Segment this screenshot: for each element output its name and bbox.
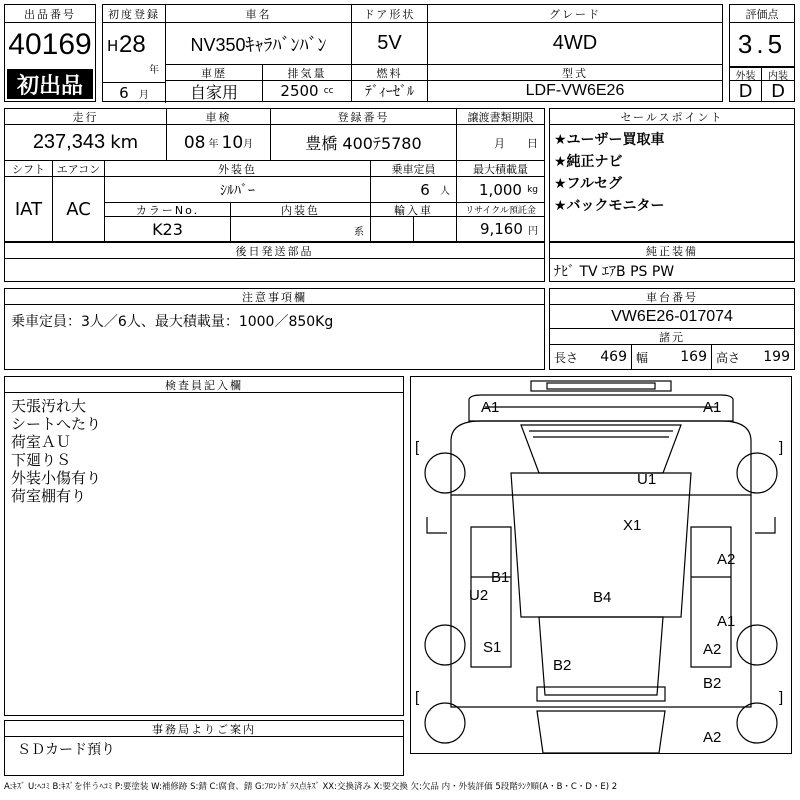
damage-mark: A2	[703, 641, 722, 658]
reg-year-unit: 年	[149, 65, 159, 76]
chassis-value: VW6E26-017074	[550, 305, 794, 329]
lot-box	[4, 4, 96, 102]
inspector-lines	[11, 397, 101, 505]
shift-label: シフト	[5, 161, 53, 177]
bracket-mark: [	[415, 689, 420, 706]
inspector-line: 下廻りＳ	[11, 451, 72, 469]
sales-point-item: ★純正ナビ	[554, 154, 623, 170]
score-box	[729, 4, 795, 102]
plate-label: 登録番号	[271, 109, 457, 125]
inspector-line: シートへたり	[11, 415, 102, 433]
height-cell: 高さ 199	[716, 349, 790, 365]
notes-label: 注意事項欄	[5, 289, 544, 305]
reg-divider	[103, 82, 166, 83]
damage-mark: A1	[717, 613, 736, 630]
seats-value: 6 人	[371, 177, 457, 203]
damage-mark: A1	[703, 399, 722, 416]
vehicle-diagram	[410, 376, 792, 754]
inspector-line: 天張汚れ大	[11, 397, 87, 415]
inspector-label: 検査員記入欄	[5, 377, 403, 393]
color-value: ｼﾙﾊﾞｰ	[105, 177, 371, 203]
detail-table	[4, 108, 545, 242]
first-listing-badge: 初出品	[7, 69, 93, 99]
damage-mark: A2	[717, 551, 736, 568]
intcolor-value: 系	[231, 217, 371, 241]
sales-point-item: ★バックモニター	[554, 198, 665, 214]
disp-label: 排気量	[263, 65, 352, 81]
lot-label: 出品番号	[5, 5, 95, 23]
inspector-line: 外装小傷有り	[11, 469, 102, 487]
sales-point-item: ★ユーザー買取車	[554, 132, 665, 148]
legend: A:ｷｽﾞ U:ﾍｺﾐ B:ｷｽﾞを伴うﾍｺﾐ P:要塗装 W:補修跡 S:錆 C:腐食、錆 G:ﾌﾛﾝﾄｶﾞﾗｽ点ｷｽﾞ XX:交換済み X:要交換 欠:欠品 内・外装評価 5段階ﾗﾝｸ順(A・B・C・D・E) 2	[4, 782, 618, 792]
damage-mark: B4	[593, 589, 612, 606]
door-value: 5V	[352, 23, 428, 65]
chassis-label: 車台番号	[550, 289, 794, 305]
score-value: 3.5	[730, 23, 794, 67]
ext-label: 外装	[730, 67, 762, 81]
import-label: 輸入車	[371, 203, 457, 217]
inspector-line: 荷室ＡＵ	[11, 433, 72, 451]
sales-points-label: セールスポイント	[550, 109, 794, 125]
history-label: 車歴	[166, 65, 263, 81]
damage-mark: A1	[481, 399, 500, 416]
transfer-label: 譲渡書類期限	[457, 109, 544, 125]
damage-mark: U2	[469, 587, 489, 604]
header-table	[102, 4, 723, 102]
damage-mark: B1	[491, 569, 510, 586]
inspect-value: 08 年 10 月	[167, 125, 271, 161]
model-value: LDF-VW6E26	[525, 82, 625, 99]
spec-label: 諸元	[550, 329, 794, 345]
color-label: 外装色	[105, 161, 371, 177]
genuine-equipment	[549, 242, 795, 282]
ac-value: AC	[53, 177, 105, 241]
reg-era: H	[107, 37, 119, 55]
bracket-mark: ]	[779, 439, 784, 456]
inspect-label: 車検	[167, 109, 271, 125]
bracket-mark: ]	[779, 689, 784, 706]
office-label: 事務局よりご案内	[5, 721, 403, 737]
ext-value: D	[730, 81, 762, 101]
int-label: 内装	[762, 67, 794, 81]
import-value-2	[414, 217, 457, 241]
genuine-value: ﾅﾋﾞ TV ｴｱB PS PW	[554, 264, 675, 280]
intcolor-label: 内装色	[231, 203, 371, 217]
int-value: D	[771, 81, 785, 101]
car-name: NV350ｷｬﾗﾊﾞﾝﾊﾞﾝ	[166, 23, 352, 65]
fuel-value: ﾃﾞｨｰｾﾞﾙ	[352, 81, 428, 101]
bracket-mark: [	[415, 439, 420, 456]
reg-month: 6 月	[103, 83, 166, 103]
plate-value: 豊橋 400ﾃ5780	[271, 125, 457, 161]
colorno-value: K23	[105, 217, 231, 241]
width-cell: 幅 169	[632, 345, 712, 369]
sales-points	[549, 108, 795, 242]
length-cell: 長さ 469	[550, 345, 632, 369]
grade-label: グレード	[428, 5, 722, 23]
fuel-label: 燃料	[352, 65, 428, 81]
reg-date	[103, 23, 166, 83]
notes	[4, 288, 545, 370]
damage-mark: S1	[483, 639, 502, 656]
grade-value: 4WD	[428, 23, 722, 65]
mileage-value: 237,343 km	[5, 125, 167, 161]
lot-number: 40169	[8, 28, 92, 61]
seats-label: 乗車定員	[371, 161, 457, 177]
import-value	[371, 217, 414, 241]
genuine-label: 純正装備	[550, 243, 794, 259]
chassis	[549, 288, 795, 370]
damage-mark: B2	[553, 657, 572, 674]
score-label: 評価点	[730, 5, 794, 23]
later-parts	[4, 242, 545, 282]
history-value: 自家用	[166, 81, 263, 101]
inspector-box	[4, 376, 404, 716]
door-label: ドア形状	[352, 5, 428, 23]
office-box	[4, 720, 404, 776]
later-parts-label: 後日発送部品	[5, 243, 544, 259]
office-value: ＳＤカード預り	[17, 742, 115, 758]
disp-value: 2500 cc	[263, 81, 352, 101]
damage-mark: U1	[637, 471, 657, 488]
recycle-value: 9,160 円	[479, 220, 538, 238]
model-label: 型式	[428, 65, 722, 81]
damage-mark: B2	[703, 675, 722, 692]
reg-year: 28	[119, 31, 146, 58]
load-label: 最大積載量	[457, 161, 544, 177]
shift-value: IAT	[5, 177, 53, 241]
ac-label: エアコン	[53, 161, 105, 177]
colorno-label: カラーNo.	[105, 203, 231, 217]
notes-value: 乗車定員：3人／6人、最大積載量：1000／850Kg	[11, 314, 334, 330]
name-label: 車名	[166, 5, 352, 23]
reg-label: 初度登録	[103, 5, 166, 23]
transfer-value: 月 日	[457, 125, 544, 161]
sales-point-item: ★フルセグ	[554, 176, 622, 192]
inspector-line: 荷室棚有り	[11, 487, 87, 505]
recycle-label: リサイクル預託金	[457, 203, 544, 217]
damage-mark: X1	[623, 517, 642, 534]
damage-mark: A2	[703, 729, 722, 746]
mileage-label: 走行	[5, 109, 167, 125]
sales-points-list	[554, 129, 665, 217]
load-value: 1,000 kg	[457, 177, 544, 203]
